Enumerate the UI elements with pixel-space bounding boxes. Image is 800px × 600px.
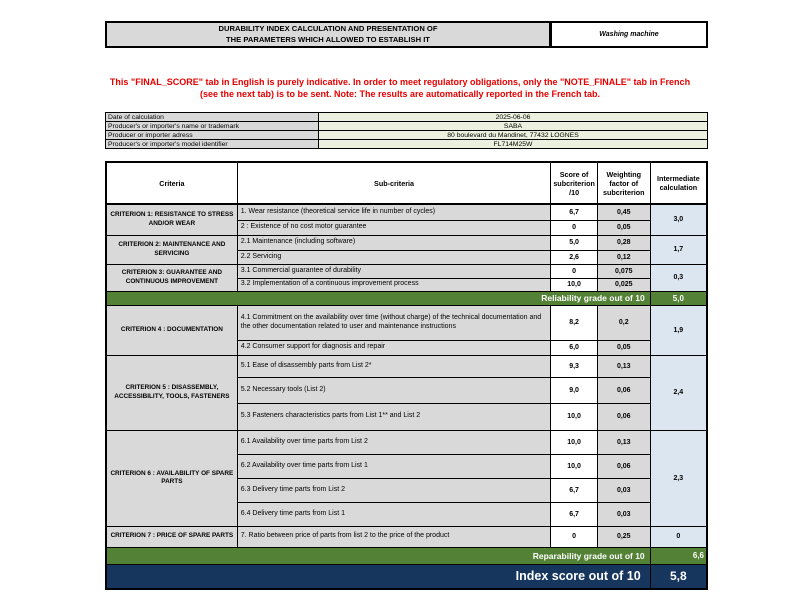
table-row — [106, 526, 707, 547]
score-cell: 0 — [551, 220, 598, 235]
subcriterion-cell: 2 : Existence of no cost motor guarantee — [237, 220, 551, 235]
criteria-table — [105, 161, 708, 590]
intermediate-cell: 1,7 — [650, 235, 707, 264]
score-cell: 10,0 — [551, 430, 598, 454]
product-type-box — [551, 21, 708, 48]
score-cell: 6,7 — [551, 502, 598, 526]
weight-cell: 0,075 — [597, 264, 650, 278]
info-label-model: Producer's or importer's model identifier — [106, 140, 319, 149]
document-title-line1: DURABILITY INDEX CALCULATION AND PRESENTATION OF — [218, 24, 438, 33]
weight-cell: 0,05 — [597, 340, 650, 355]
index-score-label: Index score out of 10 — [106, 564, 650, 589]
subcriterion-cell: 6.4 Delivery time parts from List 1 — [237, 502, 551, 526]
table-row — [106, 355, 707, 377]
subcriterion-cell: 5.3 Fasteners characteristics parts from List 1** and List 2 — [237, 403, 551, 430]
subcriterion-cell: 2.2 Servicing — [237, 250, 551, 264]
subcriterion-cell: 3.2 Implementation of a continuous improvement process — [237, 278, 551, 291]
intermediate-cell: 1,9 — [650, 305, 707, 355]
intermediate-cell: 2,3 — [650, 430, 707, 526]
document-title-box — [105, 21, 551, 48]
score-cell: 6,0 — [551, 340, 598, 355]
index-score-row — [106, 564, 707, 589]
criterion-cell: CRITERION 5 : DISASSEMBLY, ACCESSIBILITY, TOOLS, FASTENERS — [106, 355, 237, 430]
score-cell: 9,0 — [551, 377, 598, 403]
weight-cell: 0,12 — [597, 250, 650, 264]
subcriterion-cell: 6.1 Availability over time parts from List 2 — [237, 430, 551, 454]
subcriterion-cell: 4.1 Commitment on the availability over time (without charge) of the technical documentation and the other documentation related to user and maintenance instructions — [237, 305, 551, 340]
info-row — [106, 113, 708, 122]
weight-cell: 0,13 — [597, 355, 650, 377]
info-value-model: FL714M25W — [319, 140, 708, 149]
subcriterion-cell: 5.1 Ease of disassembly parts from List 2* — [237, 355, 551, 377]
subcriterion-cell: 7. Ratio between price of parts from list 2 to the price of the product — [237, 526, 551, 547]
col-header-intermediate: Intermediate calculation — [650, 162, 707, 204]
subcriterion-cell: 5.2 Necessary tools (List 2) — [237, 377, 551, 403]
table-header-row — [106, 162, 707, 204]
reliability-grade-value: 5,0 — [650, 291, 707, 305]
subcriterion-cell: 3.1 Commercial guarantee of durability — [237, 264, 551, 278]
criterion-cell: CRITERION 2: MAINTENANCE AND SERVICING — [106, 235, 237, 264]
regulatory-notice-line1: This "FINAL_SCORE" tab in English is purely indicative. In order to meet regulatory obligations, only the "NOTE_FINALE" tab in French — [109, 77, 691, 87]
table-row — [106, 305, 707, 340]
score-cell: 6,7 — [551, 478, 598, 502]
weight-cell: 0,025 — [597, 278, 650, 291]
index-score-value: 5,8 — [650, 564, 707, 589]
criterion-cell: CRITERION 6 : AVAILABILITY OF SPARE PARTS — [106, 430, 237, 526]
col-header-criteria: Criteria — [106, 162, 237, 204]
subcriterion-cell: 6.3 Delivery time parts from List 2 — [237, 478, 551, 502]
table-row — [106, 430, 707, 454]
intermediate-cell: 3,0 — [650, 204, 707, 235]
weight-cell: 0,03 — [597, 502, 650, 526]
weight-cell: 0,13 — [597, 430, 650, 454]
weight-cell: 0,03 — [597, 478, 650, 502]
col-header-score: Score of subcriterion /10 — [551, 162, 598, 204]
criterion-cell: CRITERION 3: GUARANTEE AND CONTINUOUS IMPROVEMENT — [106, 264, 237, 291]
info-row — [106, 131, 708, 140]
info-row — [106, 140, 708, 149]
weight-cell: 0,06 — [597, 454, 650, 478]
table-row — [106, 204, 707, 220]
info-value-name: SABA — [319, 122, 708, 131]
info-value-address: 80 boulevard du Mandinet, 77432 LOGNES — [319, 131, 708, 140]
reparability-grade-value: 6,6 — [650, 547, 707, 564]
info-label-address: Producer or importer adress — [106, 131, 319, 140]
info-value-date: 2025-06-06 — [319, 113, 708, 122]
col-header-weighting: Weighting factor of subcriterion — [597, 162, 650, 204]
weight-cell: 0,45 — [597, 204, 650, 220]
reliability-grade-label: Reliability grade out of 10 — [106, 291, 650, 305]
score-cell: 10,0 — [551, 403, 598, 430]
subcriterion-cell: 2.1 Maintenance (including software) — [237, 235, 551, 250]
score-cell: 2,6 — [551, 250, 598, 264]
weight-cell: 0,05 — [597, 220, 650, 235]
subcriterion-cell: 4.2 Consumer support for diagnosis and repair — [237, 340, 551, 355]
product-type-label: Washing machine — [599, 31, 659, 38]
score-cell: 10,0 — [551, 278, 598, 291]
score-cell: 5,0 — [551, 235, 598, 250]
score-cell: 10,0 — [551, 454, 598, 478]
info-row — [106, 122, 708, 131]
criterion-cell: CRITERION 7 : PRICE OF SPARE PARTS — [106, 526, 237, 547]
document-title-line2: THE PARAMETERS WHICH ALLOWED TO ESTABLISH IT — [226, 34, 430, 44]
score-cell: 9,3 — [551, 355, 598, 377]
table-row — [106, 264, 707, 278]
subcriterion-cell: 1. Wear resistance (theoretical service life in number of cycles) — [237, 204, 551, 220]
score-cell: 0 — [551, 526, 598, 547]
reliability-grade-row — [106, 291, 707, 305]
intermediate-cell: 0 — [650, 526, 707, 547]
col-header-subcriteria: Sub-criteria — [237, 162, 551, 204]
table-row — [106, 235, 707, 250]
reparability-grade-label: Reparability grade out of 10 — [106, 547, 650, 564]
regulatory-notice — [0, 77, 800, 100]
criterion-cell: CRITERION 1: RESISTANCE TO STRESS AND/OR WEAR — [106, 204, 237, 235]
score-cell: 6,7 — [551, 204, 598, 220]
score-cell: 0 — [551, 264, 598, 278]
reparability-grade-row — [106, 547, 707, 564]
weight-cell: 0,06 — [597, 403, 650, 430]
weight-cell: 0,2 — [597, 305, 650, 340]
subcriterion-cell: 6.2 Availability over time parts from List 1 — [237, 454, 551, 478]
intermediate-cell: 2,4 — [650, 355, 707, 430]
regulatory-notice-line2: (see the next tab) is to be sent. Note: The results are automatically reported in the French tab. — [199, 88, 601, 99]
info-label-date: Date of calculation — [106, 113, 319, 122]
info-label-name: Producer's or importer's name or trademark — [106, 122, 319, 131]
weight-cell: 0,06 — [597, 377, 650, 403]
intermediate-cell: 0,3 — [650, 264, 707, 291]
criterion-cell: CRITERION 4 : DOCUMENTATION — [106, 305, 237, 355]
weight-cell: 0,28 — [597, 235, 650, 250]
weight-cell: 0,25 — [597, 526, 650, 547]
score-cell: 8,2 — [551, 305, 598, 340]
producer-info-table — [105, 112, 708, 149]
